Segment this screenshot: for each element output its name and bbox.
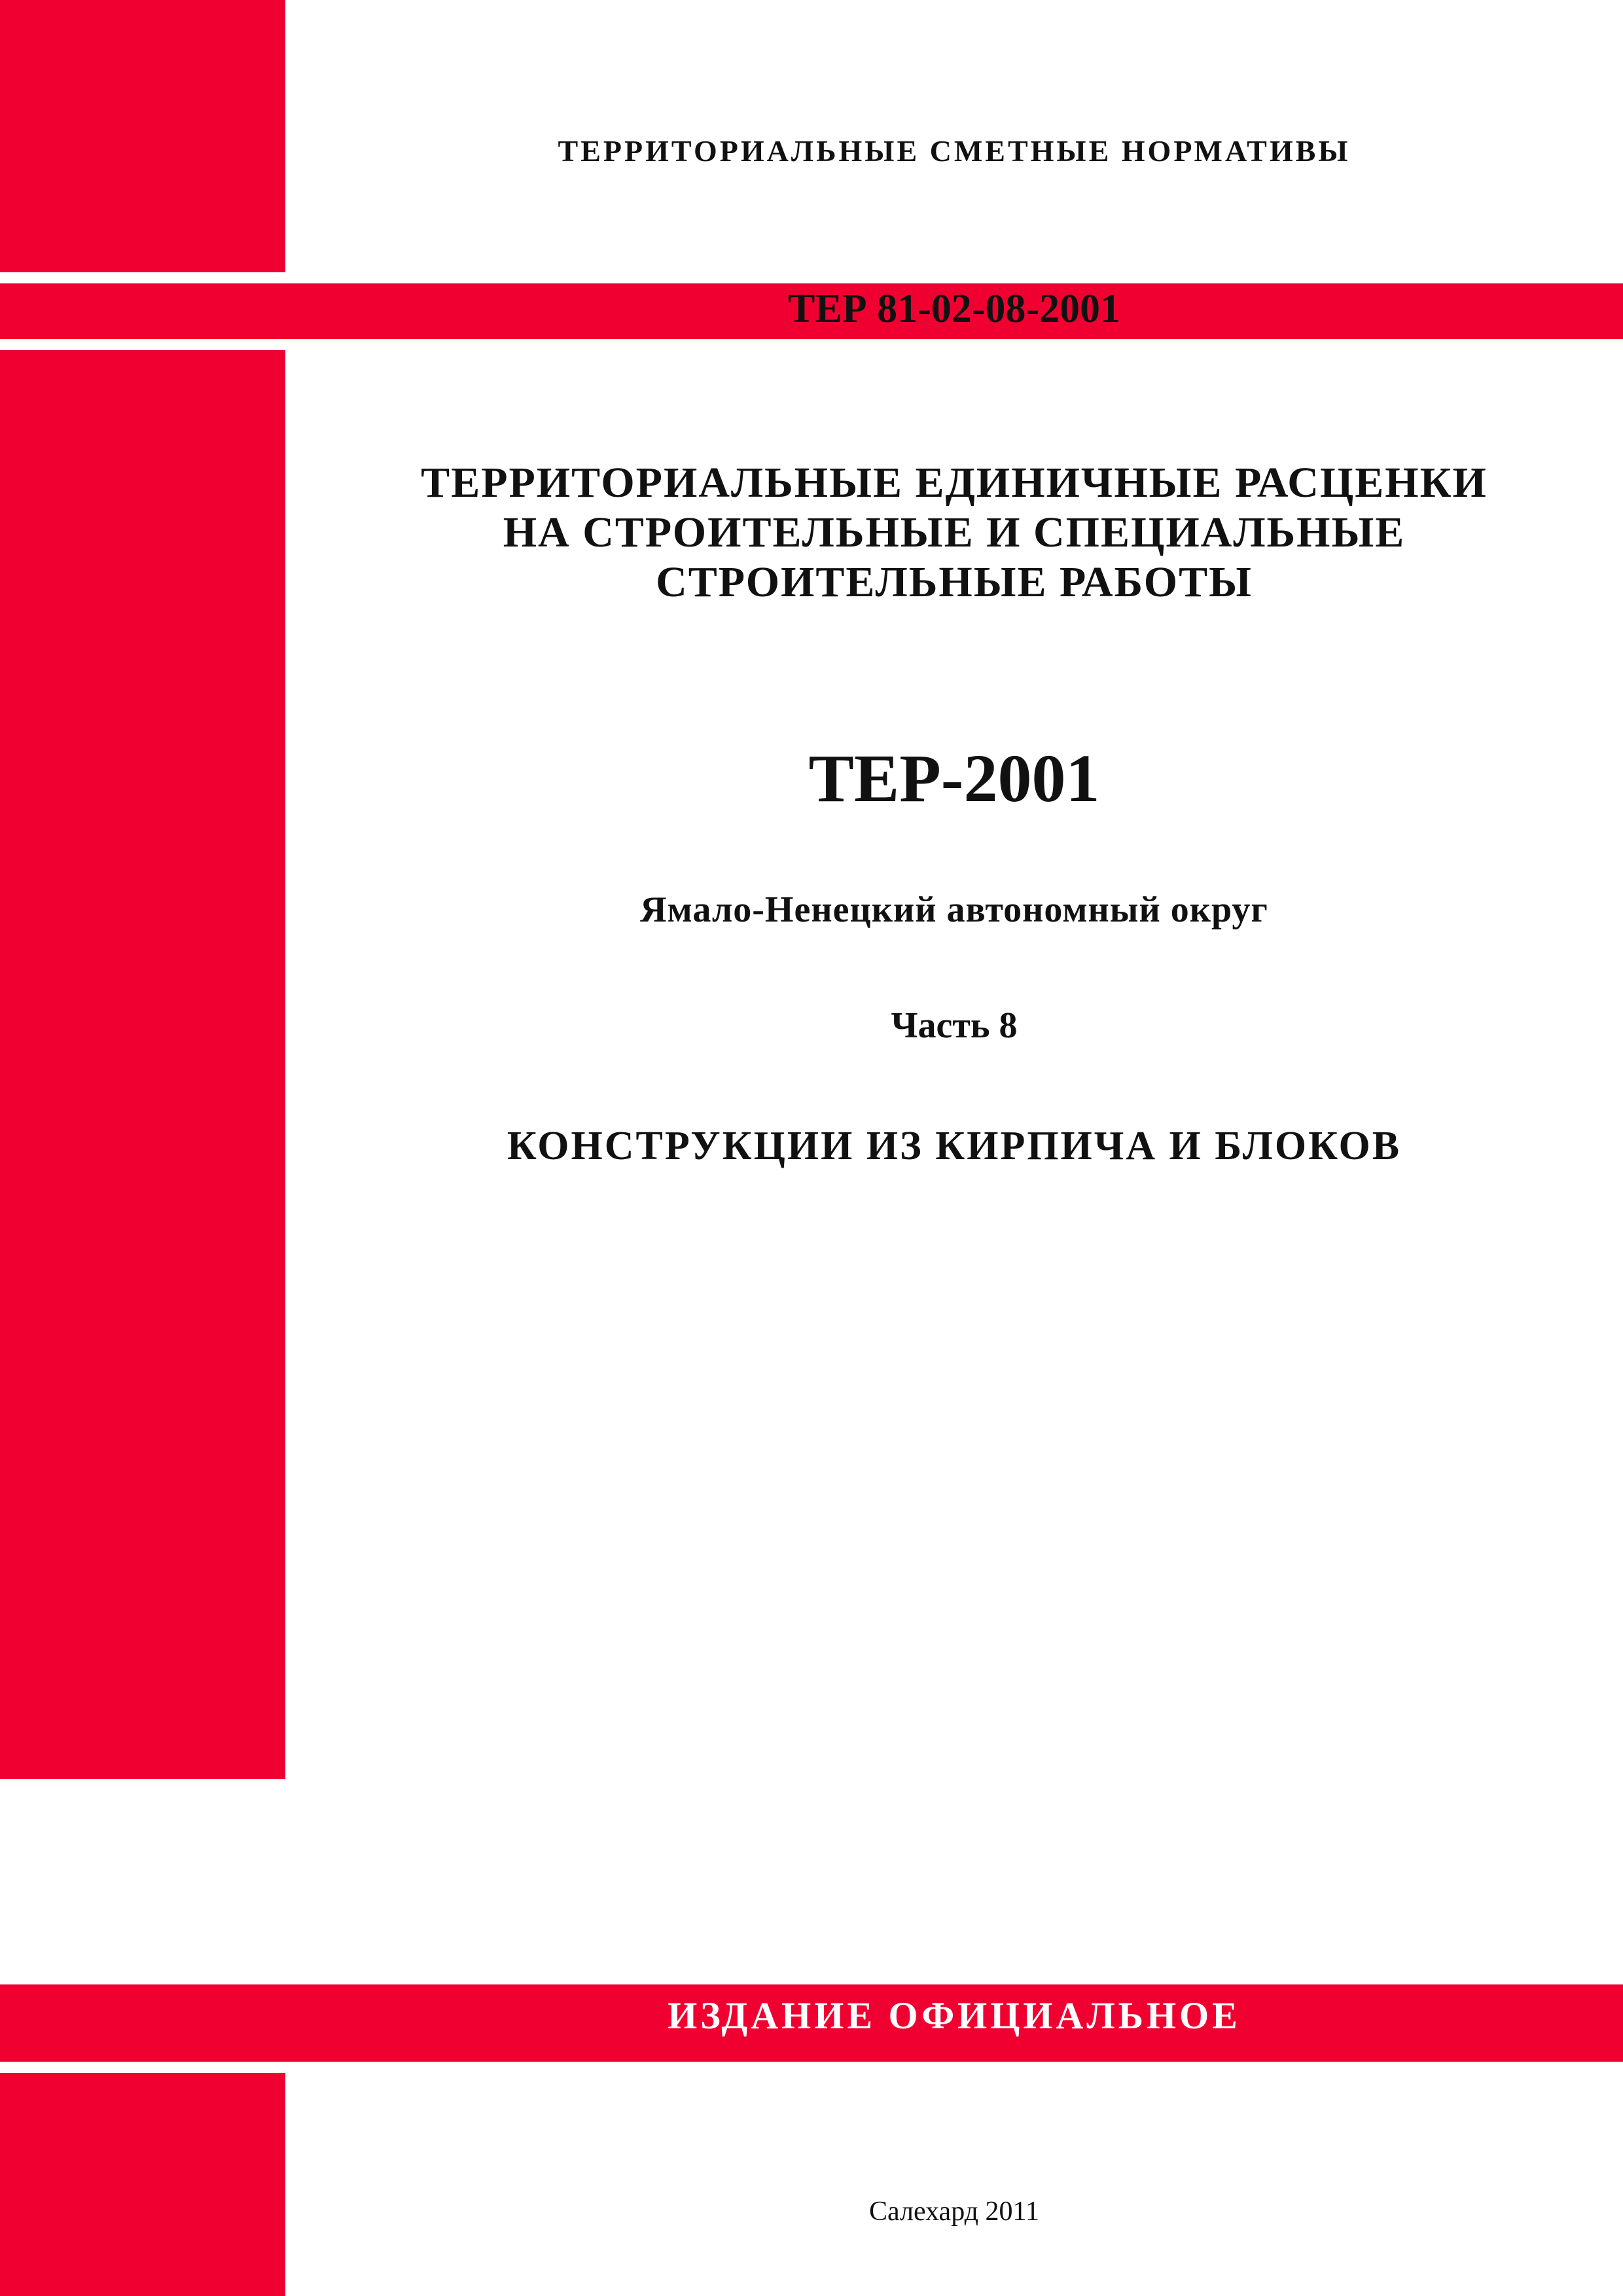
title-line-1: ТЕРРИТОРИАЛЬНЫЕ ЕДИНИЧНЫЕ РАСЦЕНКИ — [421, 459, 1488, 507]
official-edition-label: ИЗДАНИЕ ОФИЦИАЛЬНОЕ — [668, 1994, 1241, 2037]
document-code: ТЕР 81-02-08-2001 — [787, 287, 1121, 331]
part-number: Часть 8 — [891, 1005, 1018, 1046]
part-subject: КОНСТРУКЦИИ ИЗ КИРПИЧА И БЛОКОВ — [507, 1124, 1402, 1168]
place-and-year: Салехард 2011 — [869, 2197, 1039, 2227]
region-name: Ямало-Ненецкий автономный округ — [640, 889, 1268, 930]
brand-title: ТЕР-2001 — [808, 741, 1100, 816]
series-header: ТЕРРИТОРИАЛЬНЫЕ СМЕТНЫЕ НОРМАТИВЫ — [558, 134, 1351, 168]
left-red-bar-bottom — [0, 2073, 285, 2296]
title-line-3: СТРОИТЕЛЬНЫЕ РАБОТЫ — [656, 558, 1253, 606]
left-red-bar-top — [0, 0, 285, 272]
title-line-2: НА СТРОИТЕЛЬНЫЕ И СПЕЦИАЛЬНЫЕ — [503, 509, 1406, 556]
document-title — [285, 458, 1623, 607]
left-red-bar-middle — [0, 350, 285, 1779]
